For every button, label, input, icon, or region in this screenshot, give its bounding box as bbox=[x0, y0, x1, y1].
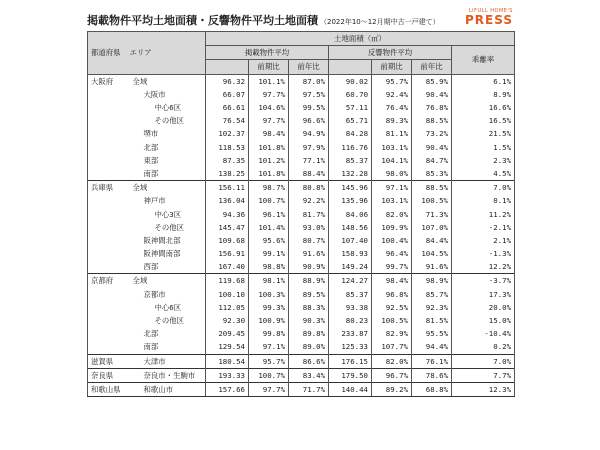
area-cell: 奈良市・生駒市 bbox=[130, 368, 206, 382]
listed-yoy-cell: 87.0% bbox=[289, 74, 329, 88]
area-cell: 東部 bbox=[130, 154, 206, 167]
listed-yoy-cell: 89.5% bbox=[289, 288, 329, 301]
response-avg-cell: 57.11 bbox=[329, 101, 372, 114]
area-cell: 和歌山市 bbox=[130, 382, 206, 396]
area-cell: その他区 bbox=[130, 114, 206, 127]
listed-yoy-cell: 97.5% bbox=[289, 88, 329, 101]
response-qoq-cell: 100.4% bbox=[372, 234, 412, 247]
listed-qoq-cell: 100.7% bbox=[249, 368, 289, 382]
listed-avg-cell: 167.40 bbox=[206, 260, 249, 274]
listed-avg-cell: 66.07 bbox=[206, 88, 249, 101]
response-avg-cell: 85.37 bbox=[329, 154, 372, 167]
gap-rate-cell: -10.4% bbox=[452, 327, 515, 340]
response-qoq-cell: 96.4% bbox=[372, 247, 412, 260]
area-cell: その他区 bbox=[130, 221, 206, 234]
table-row bbox=[88, 274, 515, 288]
listed-qoq-cell: 98.7% bbox=[249, 181, 289, 195]
header-response-avg: 反響物件平均 bbox=[329, 46, 452, 60]
table-row bbox=[88, 247, 515, 260]
response-yoy-cell: 88.5% bbox=[412, 114, 452, 127]
response-avg-cell: 80.23 bbox=[329, 314, 372, 327]
listed-avg-cell: 209.45 bbox=[206, 327, 249, 340]
pref-cell bbox=[88, 221, 130, 234]
listed-avg-cell: 76.54 bbox=[206, 114, 249, 127]
area-cell: 中心6区 bbox=[130, 101, 206, 114]
table-row bbox=[88, 354, 515, 368]
listed-yoy-cell: 94.9% bbox=[289, 127, 329, 140]
gap-rate-cell: 17.3% bbox=[452, 288, 515, 301]
pref-cell bbox=[88, 167, 130, 181]
response-avg-cell: 84.28 bbox=[329, 127, 372, 140]
area-cell: 南部 bbox=[130, 167, 206, 181]
response-qoq-cell: 97.1% bbox=[372, 181, 412, 195]
pref-cell: 和歌山県 bbox=[88, 382, 130, 396]
area-cell: 堺市 bbox=[130, 127, 206, 140]
area-cell: 全域 bbox=[130, 274, 206, 288]
response-qoq-cell: 82.0% bbox=[372, 207, 412, 220]
listed-qoq-cell: 95.7% bbox=[249, 354, 289, 368]
gap-rate-cell: 2.1% bbox=[452, 234, 515, 247]
response-qoq-cell: 109.9% bbox=[372, 221, 412, 234]
listed-yoy-cell: 89.8% bbox=[289, 327, 329, 340]
response-qoq-cell: 92.5% bbox=[372, 301, 412, 314]
listed-yoy-cell: 88.3% bbox=[289, 301, 329, 314]
listed-avg-cell: 92.30 bbox=[206, 314, 249, 327]
gap-rate-cell: 11.2% bbox=[452, 207, 515, 220]
page-title bbox=[87, 12, 440, 28]
pref-cell bbox=[88, 288, 130, 301]
table-row bbox=[88, 260, 515, 274]
response-avg-cell: 148.56 bbox=[329, 221, 372, 234]
table-row bbox=[88, 114, 515, 127]
area-cell: 西部 bbox=[130, 260, 206, 274]
table-row bbox=[88, 127, 515, 140]
response-avg-cell: 176.15 bbox=[329, 354, 372, 368]
listed-yoy-cell: 80.7% bbox=[289, 234, 329, 247]
pref-cell bbox=[88, 260, 130, 274]
area-cell: その他区 bbox=[130, 314, 206, 327]
gap-rate-cell: 7.0% bbox=[452, 181, 515, 195]
listed-qoq-cell: 97.7% bbox=[249, 382, 289, 396]
listed-avg-cell: 94.36 bbox=[206, 207, 249, 220]
response-qoq-cell: 92.4% bbox=[372, 88, 412, 101]
response-avg-cell: 149.24 bbox=[329, 260, 372, 274]
table-row bbox=[88, 101, 515, 114]
table-row bbox=[88, 194, 515, 207]
listed-yoy-cell: 88.9% bbox=[289, 274, 329, 288]
response-yoy-cell: 95.5% bbox=[412, 327, 452, 340]
gap-rate-cell: 0.1% bbox=[452, 194, 515, 207]
pref-cell: 大阪府 bbox=[88, 74, 130, 88]
title-subtitle: （2022年10～12月期中古一戸建て） bbox=[320, 18, 440, 26]
response-yoy-cell: 92.3% bbox=[412, 301, 452, 314]
listed-qoq-cell: 101.8% bbox=[249, 141, 289, 154]
response-qoq-cell: 82.9% bbox=[372, 327, 412, 340]
listed-avg-cell: 138.25 bbox=[206, 167, 249, 181]
response-yoy-cell: 85.7% bbox=[412, 288, 452, 301]
listed-qoq-cell: 95.6% bbox=[249, 234, 289, 247]
listed-yoy-cell: 93.0% bbox=[289, 221, 329, 234]
table-row bbox=[88, 88, 515, 101]
gap-rate-cell: 20.0% bbox=[452, 301, 515, 314]
pref-cell bbox=[88, 154, 130, 167]
gap-rate-cell: 12.3% bbox=[452, 382, 515, 396]
response-yoy-cell: 78.6% bbox=[412, 368, 452, 382]
table-row bbox=[88, 382, 515, 396]
response-qoq-cell: 89.3% bbox=[372, 114, 412, 127]
listed-yoy-cell: 96.6% bbox=[289, 114, 329, 127]
gap-rate-cell: 2.3% bbox=[452, 154, 515, 167]
response-yoy-cell: 76.1% bbox=[412, 354, 452, 368]
listed-yoy-cell: 88.4% bbox=[289, 167, 329, 181]
area-cell: 北部 bbox=[130, 141, 206, 154]
response-avg-cell: 93.38 bbox=[329, 301, 372, 314]
gap-rate-cell: 0.2% bbox=[452, 340, 515, 354]
gap-rate-cell: -3.7% bbox=[452, 274, 515, 288]
table-row bbox=[88, 167, 515, 181]
gap-rate-cell: 7.7% bbox=[452, 368, 515, 382]
pref-cell bbox=[88, 207, 130, 220]
listed-yoy-cell: 90.9% bbox=[289, 260, 329, 274]
area-cell: 中心6区 bbox=[130, 301, 206, 314]
listed-qoq-cell: 100.9% bbox=[249, 314, 289, 327]
area-cell: 大津市 bbox=[130, 354, 206, 368]
listed-qoq-cell: 104.6% bbox=[249, 101, 289, 114]
listed-avg-cell: 145.47 bbox=[206, 221, 249, 234]
gap-rate-cell: 1.5% bbox=[452, 141, 515, 154]
listed-avg-cell: 118.53 bbox=[206, 141, 249, 154]
pref-cell: 奈良県 bbox=[88, 368, 130, 382]
response-avg-cell: 90.02 bbox=[329, 74, 372, 88]
response-avg-cell: 140.44 bbox=[329, 382, 372, 396]
pref-cell bbox=[88, 340, 130, 354]
table-body bbox=[88, 74, 515, 397]
table-row bbox=[88, 221, 515, 234]
brand-logo bbox=[465, 8, 513, 26]
response-yoy-cell: 85.3% bbox=[412, 167, 452, 181]
pref-cell bbox=[88, 327, 130, 340]
listed-avg-cell: 112.05 bbox=[206, 301, 249, 314]
listed-avg-cell: 102.37 bbox=[206, 127, 249, 140]
listed-yoy-cell: 86.6% bbox=[289, 354, 329, 368]
gap-rate-cell: 4.5% bbox=[452, 167, 515, 181]
listed-qoq-cell: 97.1% bbox=[249, 340, 289, 354]
listed-avg-cell: 193.33 bbox=[206, 368, 249, 382]
response-qoq-cell: 96.8% bbox=[372, 288, 412, 301]
response-avg-cell: 65.71 bbox=[329, 114, 372, 127]
gap-rate-cell: 21.5% bbox=[452, 127, 515, 140]
header-gap-rate: 乖離率 bbox=[452, 46, 515, 74]
area-cell: 神戸市 bbox=[130, 194, 206, 207]
pref-cell bbox=[88, 127, 130, 140]
table-row bbox=[88, 340, 515, 354]
response-yoy-cell: 94.4% bbox=[412, 340, 452, 354]
listed-avg-cell: 180.54 bbox=[206, 354, 249, 368]
listed-avg-cell: 156.91 bbox=[206, 247, 249, 260]
response-avg-cell: 158.93 bbox=[329, 247, 372, 260]
table-row bbox=[88, 301, 515, 314]
response-avg-cell: 60.70 bbox=[329, 88, 372, 101]
listed-yoy-cell: 83.4% bbox=[289, 368, 329, 382]
response-yoy-cell: 85.9% bbox=[412, 74, 452, 88]
header-blank-1 bbox=[206, 60, 249, 74]
listed-qoq-cell: 100.3% bbox=[249, 288, 289, 301]
response-qoq-cell: 104.1% bbox=[372, 154, 412, 167]
pref-cell: 兵庫県 bbox=[88, 181, 130, 195]
listed-qoq-cell: 99.8% bbox=[249, 327, 289, 340]
listed-yoy-cell: 77.1% bbox=[289, 154, 329, 167]
gap-rate-cell: 12.2% bbox=[452, 260, 515, 274]
listed-avg-cell: 109.68 bbox=[206, 234, 249, 247]
listed-yoy-cell: 90.3% bbox=[289, 314, 329, 327]
listed-yoy-cell: 89.0% bbox=[289, 340, 329, 354]
pref-cell bbox=[88, 101, 130, 114]
gap-rate-cell: 16.6% bbox=[452, 101, 515, 114]
pref-cell: 京都府 bbox=[88, 274, 130, 288]
pref-cell bbox=[88, 194, 130, 207]
response-qoq-cell: 81.1% bbox=[372, 127, 412, 140]
listed-avg-cell: 136.04 bbox=[206, 194, 249, 207]
gap-rate-cell: 8.9% bbox=[452, 88, 515, 101]
pref-cell bbox=[88, 301, 130, 314]
response-qoq-cell: 89.2% bbox=[372, 382, 412, 396]
area-cell: 全域 bbox=[130, 74, 206, 88]
brand-big: PRESS bbox=[465, 13, 513, 27]
response-yoy-cell: 90.4% bbox=[412, 141, 452, 154]
response-qoq-cell: 96.7% bbox=[372, 368, 412, 382]
response-yoy-cell: 98.9% bbox=[412, 274, 452, 288]
header-listed-yoy: 前年比 bbox=[289, 60, 329, 74]
response-yoy-cell: 81.5% bbox=[412, 314, 452, 327]
area-cell: 阪神間北部 bbox=[130, 234, 206, 247]
table-row bbox=[88, 327, 515, 340]
header-pref-area bbox=[88, 32, 206, 75]
header-pref: 都道府県 bbox=[91, 48, 121, 58]
response-qoq-cell: 103.1% bbox=[372, 194, 412, 207]
table-row bbox=[88, 234, 515, 247]
response-avg-cell: 107.40 bbox=[329, 234, 372, 247]
table-row bbox=[88, 181, 515, 195]
gap-rate-cell: 16.5% bbox=[452, 114, 515, 127]
listed-qoq-cell: 97.7% bbox=[249, 88, 289, 101]
table-row bbox=[88, 207, 515, 220]
listed-qoq-cell: 98.1% bbox=[249, 274, 289, 288]
listed-avg-cell: 66.61 bbox=[206, 101, 249, 114]
response-qoq-cell: 98.4% bbox=[372, 274, 412, 288]
response-yoy-cell: 107.0% bbox=[412, 221, 452, 234]
listed-qoq-cell: 98.4% bbox=[249, 127, 289, 140]
listed-avg-cell: 156.11 bbox=[206, 181, 249, 195]
listed-yoy-cell: 80.8% bbox=[289, 181, 329, 195]
listed-qoq-cell: 101.8% bbox=[249, 167, 289, 181]
response-qoq-cell: 82.0% bbox=[372, 354, 412, 368]
area-cell: 中心3区 bbox=[130, 207, 206, 220]
response-yoy-cell: 104.5% bbox=[412, 247, 452, 260]
listed-avg-cell: 129.54 bbox=[206, 340, 249, 354]
listed-qoq-cell: 96.1% bbox=[249, 207, 289, 220]
area-cell: 北部 bbox=[130, 327, 206, 340]
response-avg-cell: 84.06 bbox=[329, 207, 372, 220]
land-area-table bbox=[87, 31, 515, 397]
listed-avg-cell: 100.10 bbox=[206, 288, 249, 301]
response-avg-cell: 233.87 bbox=[329, 327, 372, 340]
area-cell: 南部 bbox=[130, 340, 206, 354]
area-cell: 全域 bbox=[130, 181, 206, 195]
response-qoq-cell: 103.1% bbox=[372, 141, 412, 154]
response-yoy-cell: 68.8% bbox=[412, 382, 452, 396]
response-avg-cell: 179.50 bbox=[329, 368, 372, 382]
response-qoq-cell: 100.5% bbox=[372, 314, 412, 327]
listed-avg-cell: 87.35 bbox=[206, 154, 249, 167]
response-yoy-cell: 76.8% bbox=[412, 101, 452, 114]
listed-qoq-cell: 98.8% bbox=[249, 260, 289, 274]
listed-yoy-cell: 81.7% bbox=[289, 207, 329, 220]
pref-cell bbox=[88, 234, 130, 247]
listed-avg-cell: 96.32 bbox=[206, 74, 249, 88]
response-avg-cell: 85.37 bbox=[329, 288, 372, 301]
response-qoq-cell: 99.7% bbox=[372, 260, 412, 274]
response-yoy-cell: 73.2% bbox=[412, 127, 452, 140]
title-text: 掲載物件平均土地面積・反響物件平均土地面積 bbox=[87, 14, 318, 27]
response-avg-cell: 135.96 bbox=[329, 194, 372, 207]
listed-qoq-cell: 101.2% bbox=[249, 154, 289, 167]
table-row bbox=[88, 74, 515, 88]
listed-qoq-cell: 99.1% bbox=[249, 247, 289, 260]
response-avg-cell: 132.28 bbox=[329, 167, 372, 181]
response-qoq-cell: 107.7% bbox=[372, 340, 412, 354]
header-listed-qoq: 前期比 bbox=[249, 60, 289, 74]
response-yoy-cell: 91.6% bbox=[412, 260, 452, 274]
table-row bbox=[88, 368, 515, 382]
area-cell: 阪神間南部 bbox=[130, 247, 206, 260]
header-land-area: 土地面積（㎡） bbox=[206, 32, 515, 46]
pref-cell bbox=[88, 247, 130, 260]
listed-yoy-cell: 97.9% bbox=[289, 141, 329, 154]
response-avg-cell: 125.33 bbox=[329, 340, 372, 354]
listed-qoq-cell: 101.1% bbox=[249, 74, 289, 88]
response-yoy-cell: 88.5% bbox=[412, 181, 452, 195]
response-avg-cell: 145.96 bbox=[329, 181, 372, 195]
listed-avg-cell: 119.68 bbox=[206, 274, 249, 288]
area-cell: 大阪市 bbox=[130, 88, 206, 101]
header-listed-avg: 掲載物件平均 bbox=[206, 46, 329, 60]
listed-qoq-cell: 100.7% bbox=[249, 194, 289, 207]
pref-cell bbox=[88, 114, 130, 127]
response-yoy-cell: 90.4% bbox=[412, 88, 452, 101]
table-row bbox=[88, 288, 515, 301]
gap-rate-cell: 7.0% bbox=[452, 354, 515, 368]
listed-yoy-cell: 91.6% bbox=[289, 247, 329, 260]
listed-yoy-cell: 71.7% bbox=[289, 382, 329, 396]
response-qoq-cell: 98.0% bbox=[372, 167, 412, 181]
response-avg-cell: 116.76 bbox=[329, 141, 372, 154]
listed-qoq-cell: 97.7% bbox=[249, 114, 289, 127]
pref-cell bbox=[88, 314, 130, 327]
pref-cell bbox=[88, 141, 130, 154]
response-yoy-cell: 100.5% bbox=[412, 194, 452, 207]
response-qoq-cell: 76.4% bbox=[372, 101, 412, 114]
listed-qoq-cell: 101.4% bbox=[249, 221, 289, 234]
response-qoq-cell: 95.7% bbox=[372, 74, 412, 88]
brand-small: LIFULL HOME'S bbox=[468, 8, 513, 14]
response-yoy-cell: 71.3% bbox=[412, 207, 452, 220]
header-resp-qoq: 前期比 bbox=[372, 60, 412, 74]
pref-cell: 滋賀県 bbox=[88, 354, 130, 368]
listed-yoy-cell: 99.5% bbox=[289, 101, 329, 114]
response-yoy-cell: 84.7% bbox=[412, 154, 452, 167]
gap-rate-cell: -1.3% bbox=[452, 247, 515, 260]
gap-rate-cell: 15.0% bbox=[452, 314, 515, 327]
table-row bbox=[88, 154, 515, 167]
header-blank-2 bbox=[329, 60, 372, 74]
table-row bbox=[88, 141, 515, 154]
listed-qoq-cell: 99.3% bbox=[249, 301, 289, 314]
gap-rate-cell: 6.1% bbox=[452, 74, 515, 88]
gap-rate-cell: -2.1% bbox=[452, 221, 515, 234]
listed-avg-cell: 157.66 bbox=[206, 382, 249, 396]
header-area: エリア bbox=[129, 48, 152, 58]
header-resp-yoy: 前年比 bbox=[412, 60, 452, 74]
response-avg-cell: 124.27 bbox=[329, 274, 372, 288]
table-row bbox=[88, 314, 515, 327]
listed-yoy-cell: 92.2% bbox=[289, 194, 329, 207]
area-cell: 京都市 bbox=[130, 288, 206, 301]
response-yoy-cell: 84.4% bbox=[412, 234, 452, 247]
pref-cell bbox=[88, 88, 130, 101]
